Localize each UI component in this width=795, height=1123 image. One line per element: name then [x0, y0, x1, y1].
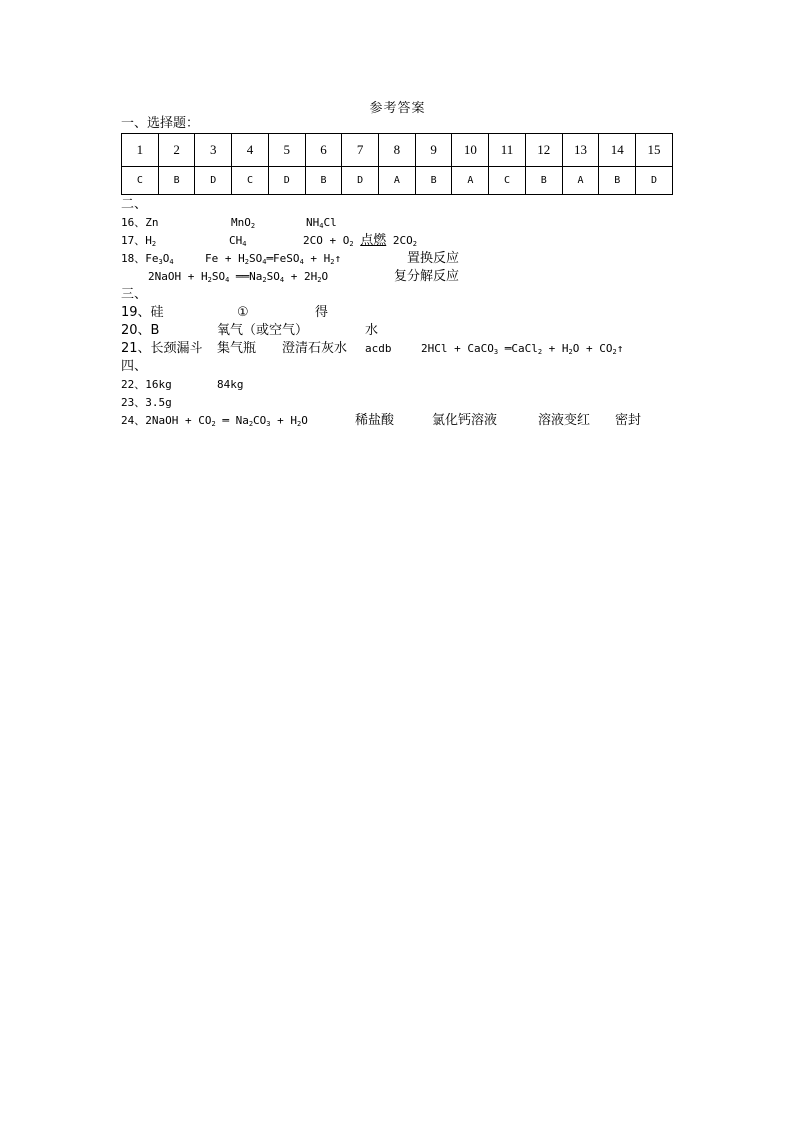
q23-answer: 23、3.5g	[121, 396, 172, 409]
question-number: 4	[232, 134, 269, 167]
q22-answer-2: 84kg	[217, 378, 244, 391]
q22-answer-1: 22、16kg	[121, 378, 172, 391]
section-3-heading: 三、	[121, 287, 148, 302]
q20-answer-1: 20、B	[121, 323, 160, 338]
question-number: 5	[268, 134, 305, 167]
q20-answer-3: 水	[365, 323, 379, 338]
answer-cell: B	[305, 167, 342, 195]
question-number: 11	[489, 134, 526, 167]
question-number: 14	[599, 134, 636, 167]
answer-line-24	[121, 412, 661, 430]
q19-answer-3: 得	[315, 305, 329, 320]
q18-equation-1: $Fe + H_2SO_4═FeSO_4$ + $H_2↑$	[205, 252, 342, 266]
question-number: 12	[525, 134, 562, 167]
q17-number: 17、$H_2$	[121, 234, 157, 248]
answer-cell: D	[268, 167, 305, 195]
answer-line-23	[121, 394, 681, 412]
q16-answer-2: MnO$_2$	[231, 216, 256, 230]
answer-line-20	[121, 322, 681, 340]
answer-cell: B	[599, 167, 636, 195]
answer-line-17	[121, 232, 681, 250]
question-number: 7	[342, 134, 379, 167]
q24-equation: 24、2NaOH + $CO_2$ ═ $Na_2CO_3 + H_2O$	[121, 414, 308, 428]
q18-reaction-type-1: 置换反应	[407, 251, 460, 266]
question-number: 9	[415, 134, 452, 167]
answer-cell: A	[562, 167, 599, 195]
q20-answer-2: 氧气（或空气）	[217, 323, 309, 338]
section-2-heading: 二、	[121, 197, 148, 212]
answer-cell: D	[195, 167, 232, 195]
q16-number: 16、Zn	[121, 216, 159, 229]
q24-answer-5: 密封	[615, 413, 642, 428]
q17-equation: $2CO + O_2$ 点燃 $2CO_2$	[303, 233, 417, 248]
answer-cell: C	[232, 167, 269, 195]
answer-row	[122, 167, 673, 195]
q18-number: 18、$Fe_3O_4$	[121, 252, 174, 266]
question-number: 13	[562, 134, 599, 167]
question-number-row	[122, 134, 673, 167]
answer-cell: A	[379, 167, 416, 195]
answer-line-19	[121, 304, 681, 322]
q19-answer-2: ①	[237, 305, 249, 320]
q18-equation-2: 2NaOH + $H_2SO_4$ $══Na_2SO_4 + 2H_2O$	[148, 270, 329, 284]
q21-answer-1: 21、长颈漏斗	[121, 341, 203, 356]
q21-answer-4: acdb	[365, 342, 392, 355]
answer-line-21	[121, 340, 661, 358]
page-title: 参考答案	[369, 101, 426, 116]
question-number: 10	[452, 134, 489, 167]
question-number: 8	[379, 134, 416, 167]
answer-line-18a	[121, 250, 681, 268]
answer-cell: C	[489, 167, 526, 195]
answer-cell: C	[122, 167, 159, 195]
question-number: 3	[195, 134, 232, 167]
answer-cell: B	[415, 167, 452, 195]
section-1-heading: 一、选择题：	[121, 116, 200, 131]
answer-cell: B	[525, 167, 562, 195]
answer-line-22	[121, 376, 681, 394]
q24-answer-4: 溶液变红	[538, 413, 591, 428]
q18-reaction-type-2: 复分解反应	[394, 269, 460, 284]
question-number: 1	[122, 134, 159, 167]
q21-answer-2: 集气瓶	[217, 341, 257, 356]
q24-answer-2: 稀盐酸	[355, 413, 395, 428]
answer-line-18b	[121, 268, 681, 286]
answer-line-16	[121, 214, 681, 232]
answer-cell: D	[636, 167, 673, 195]
section-4-heading: 四、	[121, 359, 148, 374]
q19-answer-1: 19、硅	[121, 305, 164, 320]
answer-cell: A	[452, 167, 489, 195]
question-number: 15	[636, 134, 673, 167]
q21-answer-3: 澄清石灰水	[282, 341, 348, 356]
q16-answer-3: $NH_4Cl$	[306, 216, 337, 230]
q21-equation: 2HCl + CaCO$_3$ ═CaCl$_2$ + $H_2O$ + $CO_2↑$	[421, 342, 624, 356]
answer-cell: B	[158, 167, 195, 195]
q17-answer-2: $CH_4$	[229, 234, 247, 248]
question-number: 2	[158, 134, 195, 167]
question-number: 6	[305, 134, 342, 167]
multiple-choice-answer-table	[121, 133, 673, 195]
reaction-condition: 点燃	[360, 233, 387, 248]
answer-cell: D	[342, 167, 379, 195]
q24-answer-3: 氯化钙溶液	[432, 413, 498, 428]
